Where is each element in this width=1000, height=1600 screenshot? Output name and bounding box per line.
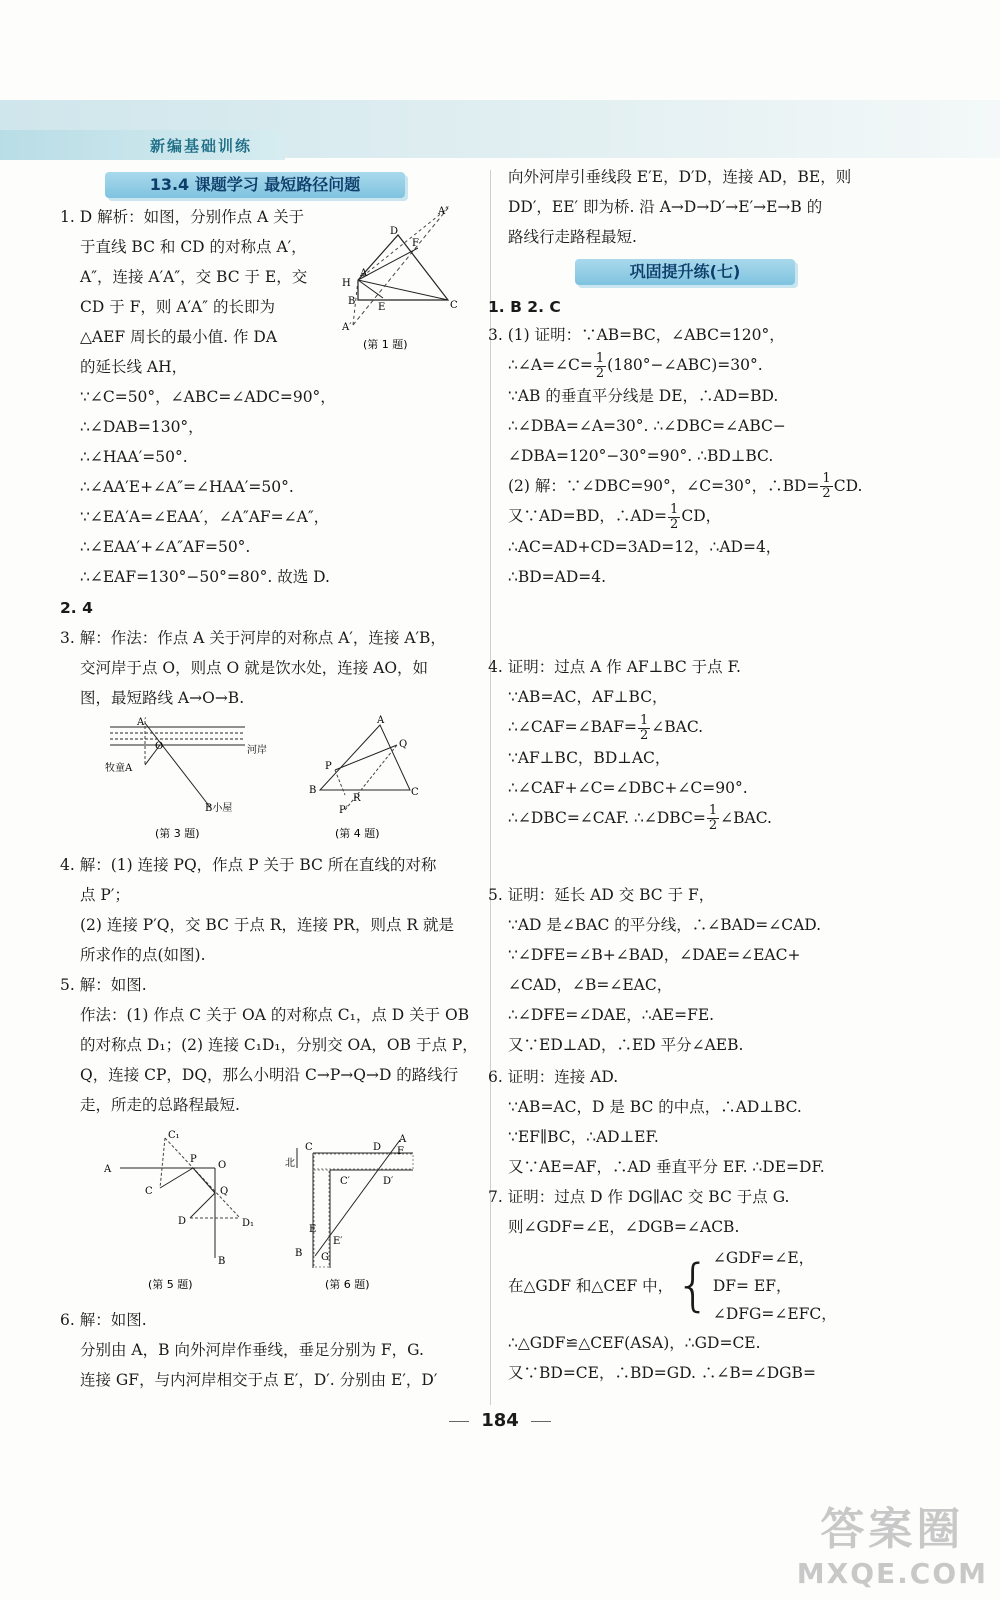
fig6-label: B <box>295 1248 303 1259</box>
fig3-label: O <box>155 741 164 752</box>
right-q6 <box>488 1062 825 1182</box>
text-line: 连接 GF，与内河岸相交于点 E′，D′. 分别由 E′，D′ <box>80 1371 438 1389</box>
fig1-label: A″ <box>438 206 449 217</box>
text-line: ∴∠DBA=∠A=30°. ∴∠DBC=∠ABC− <box>508 416 786 435</box>
fig4-label: A <box>377 715 385 726</box>
text-line: ∴∠DBC=∠CAF. ∴∠DBC= $\frac{1}{2}$ ∠BAC. <box>508 803 772 833</box>
text-line: 1. D 解析：如图，分别作点 A 关于 <box>60 208 305 226</box>
fig1-label: E <box>378 302 386 313</box>
text-line: ∴∠CAF+∠C=∠DBC+∠C=90°. <box>508 778 748 797</box>
fraction: $\frac{1}{2}$ <box>822 471 831 501</box>
fig5-caption: (第 5 题) <box>148 1278 193 1291</box>
fig5-cp <box>160 1168 193 1188</box>
fig1-label: A′ <box>342 322 352 333</box>
text-line: DD′，EE′ 即为桥. 沿 A→D→D′→E′→E→B 的 <box>508 198 823 216</box>
text-line: 路线行走路程最短. <box>508 228 637 246</box>
fig5-pq <box>193 1168 215 1193</box>
text-line: 6. 证明：连接 AD. <box>488 1068 619 1086</box>
fig5-label: O <box>218 1160 227 1171</box>
text-line: ∠CAD，∠B=∠EAC， <box>508 976 673 994</box>
section-title: 13.4 课题学习 最短路径问题 <box>105 172 405 198</box>
review-q5 <box>488 880 821 1060</box>
fig4-label: P <box>325 761 332 772</box>
text-line: ∵∠C=50°，∠ABC=∠ADC=90°， <box>80 388 336 406</box>
fig1-caption: (第 1 题) <box>363 338 408 350</box>
fig6-label: G <box>321 1252 329 1263</box>
text-line: 又∵BD=CE，∴BD=GD. ∴∠B=∠DGB= <box>508 1364 816 1382</box>
text-line: ∴∠EAF=130°−50°=80°. 故选 D. <box>80 568 330 586</box>
text-line: 3. (1) 证明：∵AB=BC，∠ABC=120°， <box>488 326 785 344</box>
fig5-label: Q <box>220 1186 229 1197</box>
text-line: ∠GDF=∠E， <box>712 1249 815 1267</box>
text-line: 的对称点 D₁；(2) 连接 C₁D₁，分别交 OA，OB 于点 P， <box>80 1036 478 1054</box>
text-line: Q，连接 CP，DQ，那么小明沿 C→P→Q→D 的路线行 <box>80 1066 459 1084</box>
fig5-label: D <box>178 1216 187 1227</box>
text-line: ∵AB=AC，AF⊥BC， <box>508 688 668 706</box>
watermark-line1: 答案圈 <box>820 1504 965 1555</box>
answer-q3 <box>60 623 446 713</box>
text-line: ∵AF⊥BC，BD⊥AC， <box>508 748 671 767</box>
fig4-label: C <box>411 787 419 798</box>
text-line: (2) 连接 P′Q，交 BC 于点 R，连接 PR，则点 R 就是 <box>80 916 455 934</box>
text-line: ∵∠DFE=∠B+∠BAD，∠DAE=∠EAC+ <box>508 946 801 964</box>
fig6-label: 北 <box>285 1158 295 1169</box>
fig6-label: E′ <box>333 1236 343 1247</box>
text-line: 走，所走的总路程最短. <box>80 1096 240 1114</box>
text-line: ∵AB=AC，D 是 BC 的中点，∴AD⊥BC. <box>508 1098 802 1116</box>
fig5-label: P <box>190 1154 197 1165</box>
fig4-label: R <box>353 793 361 804</box>
answer-q4 <box>60 850 454 970</box>
text-line: 作法：(1) 作点 C 关于 OA 的对称点 C₁，点 D 关于 OB <box>80 1006 470 1024</box>
fig6-label: D <box>373 1142 382 1153</box>
text-line: 又∵AD=BD，∴AD= $\frac{1}{2}$ CD， <box>508 501 722 532</box>
text-line: ∴∠A=∠C= $\frac{1}{2}$ (180°−∠ABC)=30°. <box>508 350 763 381</box>
text-line: 则∠GDF=∠E，∠DGB=∠ACB. <box>508 1218 740 1236</box>
fig6-gf <box>315 1140 400 1256</box>
review-answers-1-2: 1. B 2. C <box>488 298 561 316</box>
fig3-caption: (第 3 题) <box>155 827 200 840</box>
figure-q3 <box>105 715 275 845</box>
right-q5 <box>488 880 821 1060</box>
fig6-label: C <box>305 1142 313 1153</box>
page-line-left <box>449 1421 469 1422</box>
fig3-label: 牧童A <box>105 763 133 774</box>
text-line: △AEF 周长的最小值. 作 DA <box>80 328 278 346</box>
review-q3 <box>488 320 862 592</box>
fig4-pq <box>335 745 397 770</box>
left-q1 <box>60 202 336 592</box>
fraction: $\frac{1}{2}$ <box>670 501 679 532</box>
fraction: $\frac{1}{2}$ <box>595 350 605 381</box>
fraction: $\frac{1}{2}$ <box>639 712 649 743</box>
q7-system <box>488 1244 837 1328</box>
figure-q1 <box>338 200 458 350</box>
answer-q1 <box>60 202 336 592</box>
text-line: ∠DBA=120°−30°=90°. ∴BD⊥BC. <box>508 446 774 465</box>
answer-q6-continued <box>508 162 851 252</box>
left-q2 <box>60 593 93 623</box>
page-number: 184 <box>481 1410 519 1431</box>
fig4-caption: (第 4 题) <box>335 827 380 840</box>
fig5-qd <box>190 1193 215 1218</box>
text-line: DF= EF， <box>712 1277 792 1295</box>
fig1-label: B <box>348 296 356 307</box>
text-line: 4. 证明：过点 A 作 AF⊥BC 于点 F. <box>488 658 741 676</box>
page-line-right <box>531 1421 551 1422</box>
left-q6 <box>60 1305 437 1395</box>
fig6-label: C′ <box>340 1176 350 1187</box>
text-line: 3. 解：作法：作点 A 关于河岸的对称点 A′，连接 A′B， <box>60 629 446 647</box>
text-line: 7. 证明：过点 D 作 DG∥AC 交 BC 于点 G. <box>488 1188 790 1206</box>
text-line: 5. 证明：延长 AD 交 BC 于 F， <box>488 886 715 904</box>
text-line: ∴∠CAF=∠BAF= $\frac{1}{2}$ ∠BAC. <box>508 712 704 743</box>
left-q3 <box>60 623 446 713</box>
fig3-label: 河岸 <box>247 745 267 756</box>
fig1-label: H <box>342 278 351 289</box>
right-continuation <box>508 162 851 252</box>
text-line: ∵EF∥BC，∴AD⊥EF. <box>508 1128 659 1146</box>
figure-q6 <box>285 1128 435 1303</box>
section-title-review: 巩固提升练(七) <box>575 259 795 285</box>
fig1-label: D <box>390 226 399 237</box>
right-q3 <box>488 320 862 592</box>
figure-q5 <box>100 1128 270 1303</box>
q7-tail <box>488 1328 837 1388</box>
text-line: 6. 解：如图. <box>60 1311 147 1329</box>
review-q4 <box>488 652 772 833</box>
answer-q2: 2. 4 <box>60 599 93 617</box>
text-line: 点 P′； <box>80 886 130 904</box>
text-line: ∵∠EA′A=∠EAA′，∠A″AF=∠A″， <box>80 508 330 526</box>
text-line: ∴∠DAB=130°， <box>80 418 204 436</box>
text-line: ∴AC=AD+CD=3AD=12，∴AD=4， <box>508 537 782 556</box>
left-q4 <box>60 850 454 970</box>
fig5-cc1 <box>160 1138 165 1188</box>
fig5-label: B <box>218 1256 226 1267</box>
text-line: ∵AB 的垂直平分线是 DE，∴AD=BD. <box>508 386 779 405</box>
text-line: ∴∠EAA′+∠A″AF=50°. <box>80 538 251 556</box>
fig4-label: B <box>309 785 317 796</box>
text-line: 交河岸于点 O，则点 O 就是饮水处，连接 AO，如 <box>80 659 429 677</box>
q7-system-rows <box>713 1244 837 1328</box>
text-line: ∴∠AA′E+∠A″=∠HAA′=50°. <box>80 478 294 496</box>
fig3-label: A′ <box>137 717 147 728</box>
q7-system-prefix: 在△GDF 和△CEF 中， <box>508 1277 674 1295</box>
fig3-ob <box>145 723 210 807</box>
fig5-label: C₁ <box>168 1130 180 1141</box>
text-line: 又∵ED⊥AD，∴ED 平分∠AEB. <box>508 1036 744 1054</box>
page-number-bar <box>0 1410 1000 1431</box>
fig4-label: P′ <box>339 805 348 816</box>
fig6-label: E <box>309 1224 317 1235</box>
left-q5 <box>60 970 478 1120</box>
text-line: 4. 解：(1) 连接 PQ，作点 P 关于 BC 所在直线的对称 <box>60 856 437 874</box>
text-line: A″，连接 A′A″，交 BC 于 E，交 <box>80 268 308 286</box>
fig6-label: F <box>397 1146 404 1157</box>
fig1-label: F <box>412 238 419 249</box>
right-q4 <box>488 652 772 833</box>
fig6-label: A <box>399 1134 407 1145</box>
text-line: ∴BD=AD=4. <box>508 567 607 586</box>
fig3-label: B小屋 <box>205 803 233 814</box>
text-line: (2) 解：∵∠DBC=90°，∠C=30°，∴BD= $\frac{1}{2}$ CD. <box>508 471 863 501</box>
fig6-caption: (第 6 题) <box>325 1278 370 1291</box>
text-line: CD 于 F，则 A′A″ 的长即为 <box>80 298 275 316</box>
right-q7 <box>488 1182 837 1388</box>
fig4-label: Q <box>399 739 408 750</box>
fig5-label: D₁ <box>242 1218 255 1229</box>
figure-q4 <box>305 715 425 845</box>
text-line: 于直线 BC 和 CD 的对称点 A′， <box>80 238 307 256</box>
fig1-label: A <box>360 268 368 279</box>
fig5-label: A <box>104 1164 112 1175</box>
fig1-dash-b <box>358 208 448 280</box>
fig5-label: C <box>145 1186 153 1197</box>
series-name: 新编基础训练 <box>150 137 253 155</box>
answer-q6 <box>60 1305 437 1395</box>
text-line: 图，最短路线 A→O→B. <box>80 689 245 707</box>
text-line: 5. 解：如图. <box>60 976 147 994</box>
fig4-dash <box>335 770 345 795</box>
fig6-label: D′ <box>383 1176 394 1187</box>
answer-q5 <box>60 970 478 1120</box>
text-line: ∴△GDF≌△CEF(ASA)，∴GD=CE. <box>508 1334 761 1352</box>
fig1-label: C <box>450 300 458 311</box>
right-q1-2 <box>488 292 561 322</box>
text-line: 分别由 A，B 向外河岸作垂线，垂足分别为 F，G. <box>80 1341 424 1359</box>
text-line: ∠DFG=∠EFC， <box>712 1305 837 1323</box>
watermark <box>797 1493 988 1590</box>
fig1-dashed-line <box>353 208 448 325</box>
text-line: ∵AD 是∠BAC 的平分线，∴∠BAD=∠CAD. <box>508 916 822 934</box>
review-q7 <box>488 1182 837 1242</box>
text-line: 又∵AE=AF，∴AD 垂直平分 EF. ∴DE=DF. <box>508 1158 825 1176</box>
fraction: $\frac{1}{2}$ <box>708 803 718 833</box>
review-q6 <box>488 1062 825 1182</box>
text-line: ∴∠HAA′=50°. <box>80 448 188 466</box>
brace: { <box>675 1253 711 1318</box>
watermark-line2: MXQE.COM <box>796 1557 988 1590</box>
text-line: 向外河岸引垂线段 E′E，D′D，连接 AD，BE，则 <box>508 168 852 186</box>
text-line: ∴∠DFE=∠DAE，∴AE=FE. <box>508 1006 715 1024</box>
text-line: 的延长线 AH， <box>80 358 188 376</box>
text-line: 所求作的点(如图). <box>80 946 206 964</box>
